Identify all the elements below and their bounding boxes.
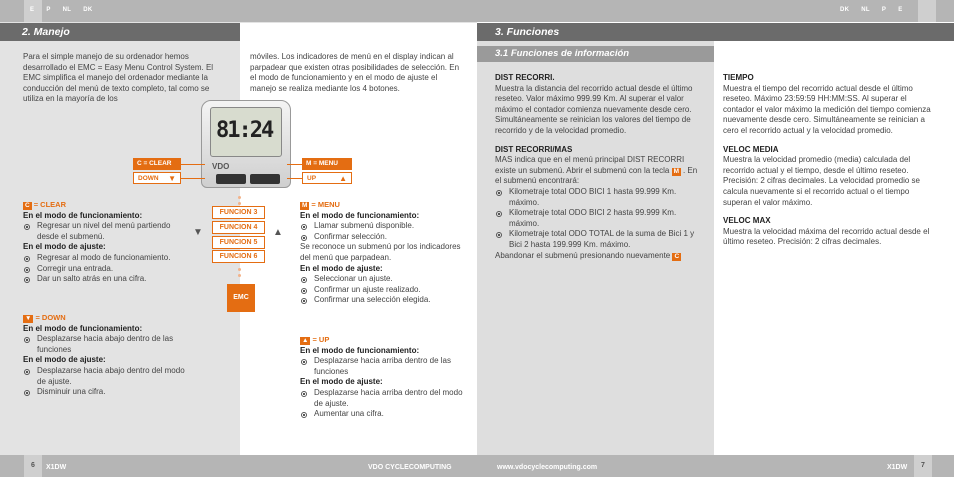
down-arrow-icon: ▼	[168, 174, 176, 183]
device-brand: VDO	[212, 162, 230, 171]
menu-dot	[238, 274, 241, 277]
connector-line	[287, 164, 302, 165]
lang-tab[interactable]: E	[898, 7, 903, 13]
list-item: Disminuir una cifra.	[23, 387, 193, 398]
label-up: UP ▲	[302, 172, 352, 184]
cyclecomputer-device	[201, 100, 291, 188]
c-key-icon: C	[674, 252, 680, 260]
top-bar	[477, 0, 954, 22]
device-left-button[interactable]	[216, 174, 246, 184]
page-number: 7	[914, 455, 932, 477]
menu-section: M = MENU En el modo de funcionamiento: Llamar submenú disponible. Confirmar selección. Se reconoce un submenú por los indicadores del menú que parpadean. En el modo de ajuste: Seleccionar un ajuste. Confirmar un ajuste realizado. Confirmar una selección elegida.	[300, 200, 465, 306]
function-item-4[interactable]: FUNCION 4	[212, 221, 265, 234]
list-item: Dar un salto atrás en una cifra.	[23, 274, 193, 285]
footer-right	[477, 455, 954, 477]
language-tabs	[840, 7, 915, 13]
device-display	[210, 107, 282, 157]
device-right-button[interactable]	[250, 174, 280, 184]
language-tabs	[30, 7, 105, 13]
down-key-icon: ▼	[25, 315, 32, 322]
list-item: Regresar un nivel del menú partiendo desde el submenú.	[23, 221, 193, 242]
display-digits: 81:24	[216, 118, 273, 143]
down-triangle-icon: ▼	[193, 227, 203, 238]
footer-model: X1DW	[46, 464, 67, 471]
lang-tab[interactable]: DK	[83, 7, 93, 13]
section-title: 2. Manejo	[0, 23, 240, 41]
menu-dot	[238, 202, 241, 205]
function-item-5[interactable]: FUNCION 5	[212, 236, 265, 249]
list-item: Desplazarse hacia abajo dentro de las funciones	[23, 334, 193, 355]
list-item: Desplazarse hacia abajo dentro del modo de ajuste.	[23, 366, 193, 387]
function-item-3[interactable]: FUNCION 3	[212, 206, 265, 219]
page-number: 6	[24, 455, 42, 477]
lang-tab[interactable]: P	[881, 7, 887, 13]
menu-note: Se reconoce un submenú por los indicadores del menú que parpadean.	[300, 242, 461, 262]
lang-tab[interactable]: DK	[840, 7, 850, 13]
up-key-icon: ▲	[302, 337, 309, 344]
lang-marker	[918, 0, 936, 22]
top-bar	[0, 0, 477, 22]
label-c-clear: C = CLEAR	[133, 158, 181, 170]
list-item: Desplazarse hacia arriba dentro de las funciones	[300, 356, 465, 377]
intro-continued: móviles. Los indicadores de menú en el display indican al parpadear que existen otras posibilidades de selección. En el modo de funcionamiento y en el modo de ajuste el manejo se realiza mediante los 4 botones.	[250, 52, 460, 93]
lang-tab[interactable]: E	[30, 7, 35, 13]
emc-logo: EMC	[227, 284, 255, 312]
lang-tab[interactable]: NL	[62, 7, 72, 13]
info-column-2: TIEMPO Muestra el tiempo del recorrido actual desde el último reseteo. Máximo 23:59:59 HH:MM:SS. Al superar el contador el valor máximo la medición del tiempo comienza nuevamente desde cero. Simultáneamente se reinician a cero el recorrido actual y la velocidad promedio. VELOC MEDIA Muestra la velocidad promedio (media) calculada del recorrido actual y el tiempo, desde el último reseteo. Precisión: 2 cifras decimales. La velocidad promedio se calcula nuevamente si el recorrido actual o el tiempo superan el valor máximo. VELOC MAX Muestra la velocidad máxima del recorrido actual desde el último reseteo. Precisión: 2 cifras decimales.	[723, 73, 931, 247]
list-item: Kilometraje total ODO BICI 1 hasta 99.999 Km. máximo.	[495, 187, 700, 208]
footer-model: X1DW	[887, 464, 908, 471]
lang-tab[interactable]: P	[46, 7, 51, 13]
list-item: Llamar submenú disponible.	[300, 221, 465, 232]
up-triangle-icon: ▲	[273, 227, 283, 238]
clear-section: C = CLEAR En el modo de funcionamiento: Regresar un nivel del menú partiendo desde el submenú. En el modo de ajuste: Regresar al modo de funcionamiento. Corregir una entrada. Dar un salto atrás en una cifra.	[23, 200, 193, 285]
footer-left	[0, 455, 477, 477]
footer-url[interactable]: www.vdocyclecomputing.com	[497, 464, 598, 471]
down-section: ▼ = DOWN En el modo de funcionamiento: Desplazarse hacia abajo dentro de las funciones En el modo de ajuste: Desplazarse hacia abajo dentro del modo de ajuste. Disminuir una cifra.	[23, 313, 193, 398]
list-item: Kilometraje total ODO BICI 2 hasta 99.999 Km. máximo.	[495, 208, 700, 229]
up-section: ▲ = UP En el modo de funcionamiento: Desplazarse hacia arriba dentro de las funciones En el modo de ajuste: Desplazarse hacia arriba dentro del modo de ajuste. Aumentar una cifra.	[300, 335, 465, 420]
list-item: Confirmar selección.	[300, 232, 465, 243]
lang-tab[interactable]: NL	[861, 7, 870, 13]
function-item-6[interactable]: FUNCION 6	[212, 250, 265, 263]
up-arrow-icon: ▲	[339, 174, 347, 183]
list-item: Seleccionar un ajuste.	[300, 274, 465, 285]
info-column-1: DIST RECORRI. Muestra la distancia del recorrido actual desde el último reseteo. Valor máximo 999.99 Km. Al superar el valor máximo el contador comienza nuevamente desde cero. Simultáneamente se reinician los valores del tiempo de recorrido y de la velocidad promedio. DIST RECORRI/MAS MAS indica que en el menú principal DIST RECORRI existe un submenú. Abrir el submenú con la tecla M . En el submenú encontrará: Kilometraje total ODO BICI 1 hasta 99.999 Km. máximo. Kilometraje total ODO BICI 2 hasta 99.999 Km. máximo. Kilometraje total ODO TOTAL de la suma de Bici 1 y Bici 2 hasta 199.999 Km. máximo. Abandonar el submenú presionando nuevamente C	[495, 73, 700, 261]
c-key-icon: C	[25, 202, 30, 209]
list-item: Confirmar una selección elegida.	[300, 295, 465, 306]
label-m-menu: M = MENU	[302, 158, 352, 170]
label-down: DOWN ▼	[133, 172, 181, 184]
list-item: Kilometraje total ODO TOTAL de la suma de Bici 1 y Bici 2 hasta 199.999 Km. máximo.	[495, 229, 700, 250]
menu-dot	[238, 268, 241, 271]
footer-brand: VDO CYCLECOMPUTING	[368, 464, 452, 471]
m-key-icon: M	[302, 202, 308, 209]
list-item: Corregir una entrada.	[23, 264, 193, 275]
right-page	[477, 0, 954, 477]
connector-line	[181, 164, 205, 165]
section-title: 3. Funciones	[477, 23, 954, 41]
subsection-title: 3.1 Funciones de información	[477, 46, 714, 62]
connector-line	[181, 178, 205, 179]
list-item: Desplazarse hacia arriba dentro del modo de ajuste.	[300, 388, 465, 409]
list-item: Confirmar un ajuste realizado.	[300, 285, 465, 296]
intro-text: Para el simple manejo de su ordenador hemos desarrollado el EMC = Easy Menu Control System. El EMC simplifica el manejo del ordenador mediante la conducción del menú de texto completo, tal como se utiliza en la mayoría de los	[23, 52, 214, 104]
list-item: Aumentar una cifra.	[300, 409, 465, 420]
list-item: Regresar al modo de funcionamiento.	[23, 253, 193, 264]
connector-line	[287, 178, 302, 179]
m-key-icon: M	[673, 167, 679, 175]
menu-dot	[238, 196, 241, 199]
